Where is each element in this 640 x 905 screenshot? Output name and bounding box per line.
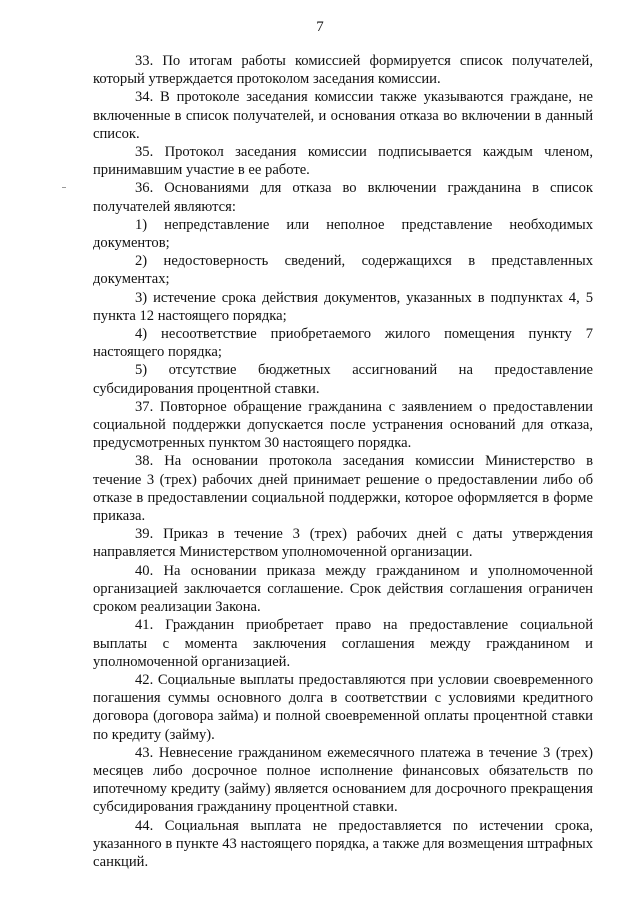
list-item-3: 3) истечение срока действия документов, указанных в подпунктах 4, 5 пункта 12 настоящего порядка;: [93, 289, 593, 324]
list-item-2: 2) недостоверность сведений, содержащихся в представленных документах;: [93, 253, 593, 288]
document-body: [93, 52, 593, 871]
margin-mark: [62, 187, 66, 188]
list-item-4: 4) несоответствие приобретаемого жилого помещения пункту 7 настоящего порядка;: [93, 326, 593, 361]
paragraph-38: 38. На основании протокола заседания комиссии Министерство в течение 3 (трех) рабочих дней принимает решение о предоставлении либо об отказе в предоставлении социальной поддержки, которое оформляется в форме приказа.: [93, 453, 593, 525]
paragraph-37: 37. Повторное обращение гражданина с заявлением о предоставлении социальной поддержки допускается после устранения оснований для отказа, предусмотренных пунктом 30 настоящего порядка.: [93, 398, 593, 452]
paragraph-44: 44. Социальная выплата не предоставляется по истечении срока, указанного в пункте 43 настоящего порядка, а также для возмещения штрафных санкций.: [93, 817, 593, 870]
paragraph-41: 41. Гражданин приобретает право на предоставление социальной выплаты с момента заключения соглашения между гражданином и уполномоченной организацией.: [93, 617, 593, 670]
list-item-5: 5) отсутствие бюджетных ассигнований на предоставление субсидирования процентной ставки.: [93, 362, 593, 397]
paragraph-42: 42. Социальные выплаты предоставляются при условии своевременного погашения суммы основного долга в соответствии с условиями кредитного договора (договора займа) и полной своевременной оплаты процентной ставки по кредиту (займу).: [93, 671, 593, 743]
paragraph-40: 40. На основании приказа между гражданином и уполномоченной организацией заключается соглашение. Срок действия соглашения ограничен сроком реализации Закона.: [93, 562, 593, 616]
page-number: 7: [316, 19, 324, 35]
paragraph-34: 34. В протоколе заседания комиссии также указываются граждане, не включенные в список получателей, и основания отказа во включении в данный список.: [93, 89, 593, 142]
paragraph-33: 33. По итогам работы комиссией формируется список получателей, который утверждается протоколом заседания комиссии.: [93, 53, 593, 88]
list-item-1: 1) непредставление или неполное представление необходимых документов;: [93, 216, 593, 252]
paragraph-36: 36. Основаниями для отказа во включении гражданина в список получателей являются:: [93, 180, 593, 215]
paragraph-39: 39. Приказ в течение 3 (трех) рабочих дней с даты утверждения направляется Министерством уполномоченной организации.: [93, 526, 593, 561]
paragraph-35: 35. Протокол заседания комиссии подписывается каждым членом, принимавшим участие в ее работе.: [93, 144, 593, 179]
paragraph-43: 43. Невнесение гражданином ежемесячного платежа в течение 3 (трех) месяцев либо досрочное полное исполнение финансовых обязательств по ипотечному кредиту (займу) является основанием для досрочного прекращения субсидирования гражданину процентной ставки.: [93, 744, 593, 816]
